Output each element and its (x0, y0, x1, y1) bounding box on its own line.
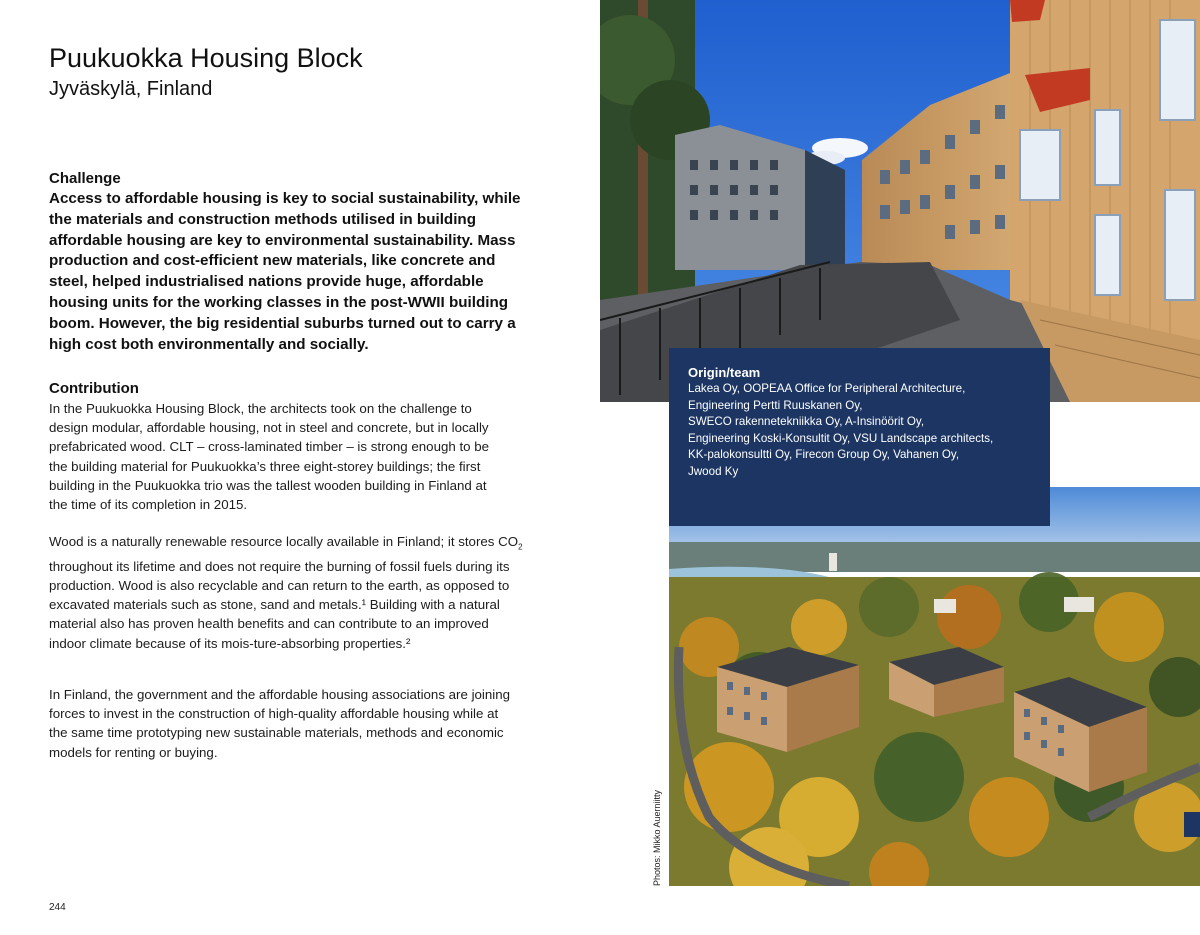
street-view-illustration (600, 0, 1200, 402)
team-heading: Origin/team (688, 365, 761, 380)
team-line: KK-palokonsultti Oy, Firecon Group Oy, Vahanen Oy, (688, 448, 960, 462)
contribution-heading: Contribution (49, 380, 139, 397)
contribution-paragraph-2-wrap (49, 532, 529, 653)
team-line: Lakea Oy, OOPEAA Office for Peripheral Architecture, (688, 382, 966, 395)
aerial-view-illustration (669, 487, 1200, 886)
team-line: Jwood Ky (688, 464, 739, 478)
contribution-section (49, 379, 529, 514)
street-view-photo (600, 0, 1200, 402)
page-title: Puukuokka Housing Block (49, 43, 363, 73)
p2-text-end: throughout its lifetime and does not require the burning of fossil fuels during its production. Wood is also recyclable and can return to the earth, as opposed to excavated materials such as stone, sand and metals.¹ Building with a natural material also has proven health benefits and can contribute to an improved indoor climate because of its mois-ture-absorbing properties.² (49, 558, 510, 651)
challenge-heading: Challenge (49, 170, 121, 187)
page-number: 244 (49, 902, 66, 913)
co2-subscript: 2 (518, 542, 523, 552)
challenge-text: Access to affordable housing is key to social sustainability, while the materials and construction methods utilised in building affordable housing are key to environmental sustainability. Mass production and cost-efficient new materials, like concrete and steel, helped industrialised nations provide huge, affordable housing units for the working classes in the post-WWII building boom. However, the big residential suburbs turned out to carry a high cost both environmentally and socially. (49, 190, 521, 353)
contribution-paragraph-1: In the Puukuokka Housing Block, the architects took on the challenge to design modular, affordable housing, not in steel and concrete, but in locally prefabricated wood. CLT – cross-laminated timber – is strong enough to be the building material for Puukuokka’s three eight-storey buildings; the first building in the Puukuokka trio was the tallest wooden building in Finland at the time of its completion in 2015. (49, 401, 490, 513)
contribution-paragraph-3-wrap (49, 685, 529, 762)
location-subtitle: Jyväskylä, Finland (49, 78, 213, 100)
p2-text-start: Wood is a naturally renewable resource locally available in Finland; it stores CO (49, 534, 519, 549)
origin-team-box (669, 348, 1050, 526)
photo-credit: Photos: Mikko Auerniitty (652, 789, 662, 886)
challenge-section (49, 169, 529, 355)
contribution-paragraph-3: In Finland, the government and the affordable housing associations are joining forces to invest in the construction of high-quality affordable housing while at the same time prototyping new sustainable materials, methods and economic models for renting or buying. (49, 687, 511, 760)
contribution-paragraph-2 (49, 532, 524, 653)
team-line: SWECO rakennetekniikka Oy, A-Insinöörit Oy, (688, 415, 925, 429)
aerial-view-photo (669, 487, 1200, 886)
team-line: Engineering Pertti Ruuskanen Oy, (688, 398, 863, 412)
team-line: Engineering Koski-Konsultit Oy, VSU Landscape architects, (688, 431, 994, 445)
